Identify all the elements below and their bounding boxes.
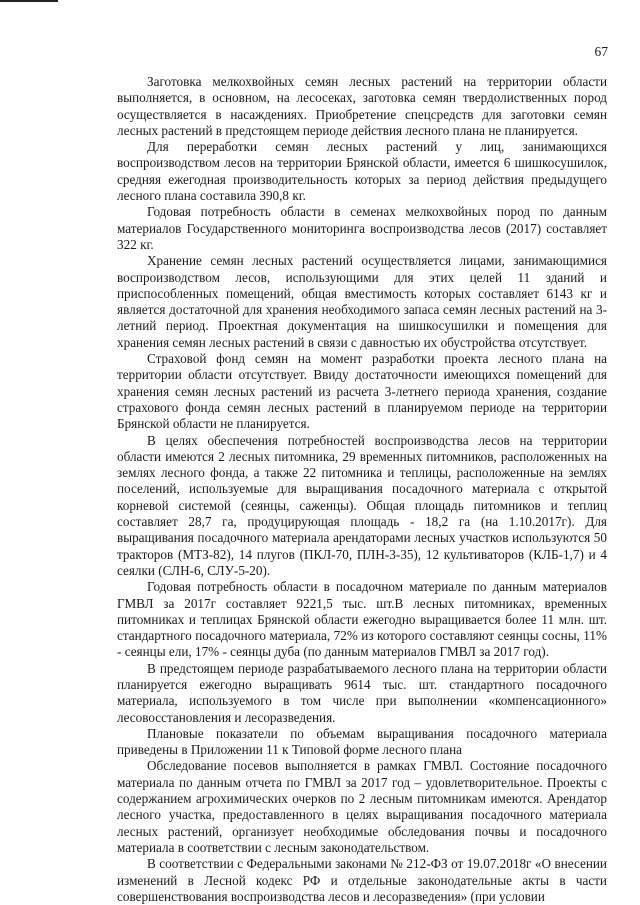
paragraph-survey: Обследование посевов выполняется в рамках ГМВЛ. Состояние посадочного материала по данным отчета по ГМВЛ за 2017 год – удовлетворительное. Проекты с содержанием агрохимических очерков по 2 лесным питомникам имеются. Арендатор лесного участка, предоставленного в целях выращивания посадочного материала лесных растений, организует необходимые обследования почвы и посадочного материала в соответствии с лесным законодательством. xyxy=(117,758,607,855)
paragraph-seed-processing: Для переработки семян лесных растений у лиц, занимающихся воспроизводством лесов на территории Брянской области, имеется 6 шишкосушилок, средняя ежегодная производительность которых за период действия предыдущего лесного плана составила 390,8 кг. xyxy=(117,139,607,204)
document-body xyxy=(117,74,607,905)
paragraph-federal-laws: В соответствии с Федеральными законами № 212-ФЗ от 19.07.2018г «О внесении изменений в Лесной кодекс РФ и отдельные законодательные акты в части совершенствования воспроизводства лесов и лесоразведения» (при условии xyxy=(117,856,607,904)
paragraph-seed-storage: Хранение семян лесных растений осуществляется лицами, занимающимися воспроизводством лесов, использующими для этих целей 11 зданий и приспособленных помещений, общая вместимость которых составляет 6143 кг и является достаточной для хранения необходимого запаса семян лесных растений на 3-летний период. Проектная документация на шишкосушилки и помещения для хранения семян лесных растений в связи с давностью их обустройства отсутствует. xyxy=(117,253,607,350)
paragraph-planned-growing: В предстоящем периоде разрабатываемого лесного плана на территории области планируется ежегодно выращивать 9614 тыс. шт. стандартного посадочного материала, используемого в том числе при выполнении «компенсационного» лесовосстановления и лесоразведения. xyxy=(117,660,607,725)
paragraph-planned-indicators: Плановые показатели по объемам выращивания посадочного материала приведены в Приложении 11 к Типовой форме лесного плана xyxy=(117,725,607,758)
paragraph-planting-demand: Годовая потребность области в посадочном материале по данным материалов ГМВЛ за 2017г составляет 9221,5 тыс. шт.В лесных питомниках, временных питомниках и теплицах Брянской области ежегодно выращивается более 11 млн. шт. стандартного посадочного материала, 72% из которого составляют сеянцы сосны, 11% - сеянцы ели, 17% - сеянцы дуба (по данным материалов ГМВЛ за 2017 год). xyxy=(117,579,607,660)
paragraph-seed-harvesting: Заготовка мелкохвойных семян лесных растений на территории области выполняется, в основном, на лесосеках, заготовка семян твердолиственных пород осуществляется в насаждениях. Приобретение спецсредств для заготовки семян лесных растений в предстоящем периоде действия лесного плана не планируется. xyxy=(117,74,607,138)
paragraph-seed-demand: Годовая потребность области в семенах мелкохвойных пород по данным материалов Государственного мониторинга воспроизводства лесов (2017) составляет 322 кг. xyxy=(117,204,607,252)
scan-edge-line xyxy=(0,0,58,2)
paragraph-insurance-fund: Страховой фонд семян на момент разработки проекта лесного плана на территории области отсутствует. Ввиду достаточности имеющихся помещений для хранения семян лесных растений из расчета 3-летнего периода хранения, создание страхового фонда семян лесных растений в планируемом периоде на территории Брянской области не планируется. xyxy=(117,351,607,432)
paragraph-nurseries: В целях обеспечения потребностей воспроизводства лесов на территории области имеются 2 лесных питомника, 29 временных питомников, расположенных на землях лесного фонда, а также 22 питомника и теплицы, расположенные на землях поселений, используемые для выращивания посадочного материала с открытой корневой системой (сеянцы, саженцы). Общая площадь питомников и теплиц составляет 28,7 га, продуцирующая площадь - 18,2 га (на 1.10.2017г). Для выращивания посадочного материала арендаторами лесных участков используются 50 тракторов (МТЗ-82), 14 плугов (ПКЛ-70, ПЛН-3-35), 12 культиваторов (КЛБ-1,7) и 4 сеялки (СЛН-6, СЛУ-5-20). xyxy=(117,432,607,578)
page-number: 67 xyxy=(594,44,608,59)
